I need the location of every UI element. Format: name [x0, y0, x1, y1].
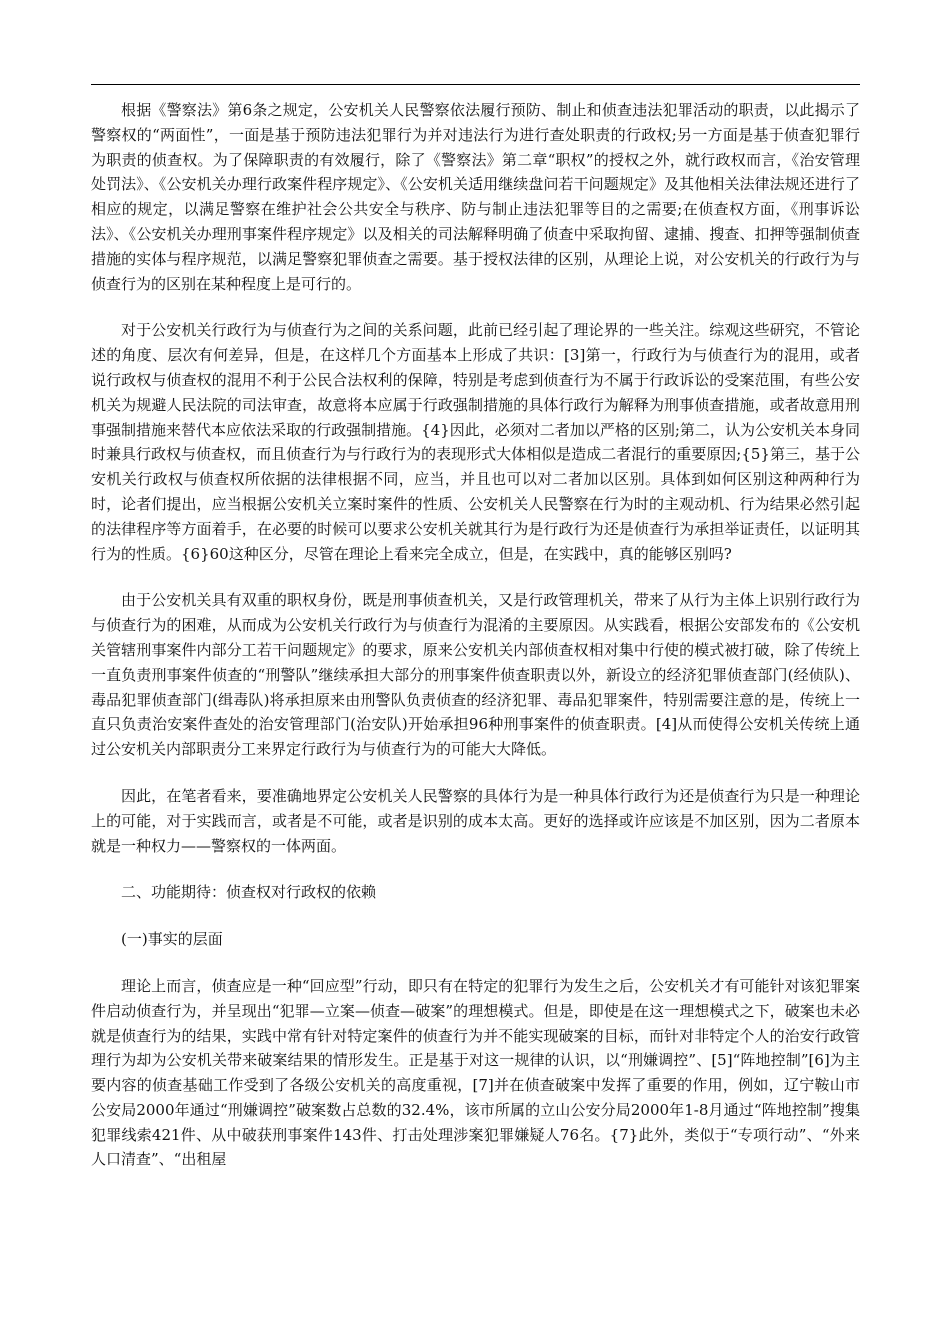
paragraph-3: 由于公安机关具有双重的职权身份，既是刑事侦查机关，又是行政管理机关，带来了从行为主体上识别行政行为与侦查行为的困难，从而成为公安机关行政行为与侦查行为混淆的主要原因。从实践看，根据公安部发布的《公安机关管辖刑事案件内部分工若干问题规定》的要求，原来公安机关内部侦查权相对集中行使的模式被打破，除了传统上一直负责刑事案件侦查的“刑警队”继续承担大部分的刑事案件侦查职责以外，新设立的经济犯罪侦查部门(经侦队)、毒品犯罪侦查部门(缉毒队)将承担原来由刑警队负责侦查的经济犯罪、毒品犯罪案件，特别需要注意的是，传统上一直只负责治安案件查处的治安管理部门(治安队)开始承担96种刑事案件的侦查职责。[4]从而使得公安机关传统上通过公安机关内部职责分工来界定行政行为与侦查行为的可能大大降低。	[91, 591, 860, 759]
header-rule	[91, 84, 860, 85]
document-body	[91, 98, 860, 1172]
paragraph-4: 因此，在笔者看来，要准确地界定公安机关人民警察的具体行为是一种具体行政行为还是侦查行为只是一种理论上的可能，对于实践而言，或者是不可能，或者是识别的成本太高。更好的选择或许应该是不加区别，因为二者原本就是一种权力——警察权的一体两面。	[91, 786, 860, 855]
paragraph-1: 根据《警察法》第6条之规定，公安机关人民警察依法履行预防、制止和侦查违法犯罪活动的职责，以此揭示了警察权的“两面性”，一面是基于预防违法犯罪行为并对违法行为进行查处职责的行政权;另一方面是基于侦查犯罪行为职责的侦查权。为了保障职责的有效履行，除了《警察法》第二章“职权”的授权之外，就行政权而言，《治安管理处罚法》、《公安机关办理行政案件程序规定》、《公安机关适用继续盘问若干问题规定》及其他相关法律法规还进行了相应的规定，以满足警察在维护社会公共安全与秩序、防与制止违法犯罪等目的之需要;在侦查权方面，《刑事诉讼法》、《公安机关办理刑事案件程序规定》以及相关的司法解释明确了侦查中采取拘留、逮捕、搜查、扣押等强制侦查措施的实体与程序规范，以满足警察犯罪侦查之需要。基于授权法律的区别，从理论上说，对公安机关的行政行为与侦查行为的区别在某种程度上是可行的。	[91, 101, 860, 293]
paragraph-5: 理论上而言，侦查应是一种“回应型”行动，即只有在特定的犯罪行为发生之后，公安机关才有可能针对该犯罪案件启动侦查行为，并呈现出“犯罪—立案—侦查—破案”的理想模式。但是，即使是在这一理想模式之下，破案也未必就是侦查行为的结果，实践中常有针对特定案件的侦查行为并不能实现破案的目标，而针对非特定个人的治安行政管理行为却为公安机关带来破案结果的情形发生。正是基于对这一规律的认识，以“刑嫌调控”、[5]“阵地控制”[6]为主要内容的侦查基础工作受到了各级公安机关的高度重视，[7]并在侦查破案中发挥了重要的作用，例如，辽宁鞍山市公安局2000年通过“刑嫌调控”破案数占总数的32.4%，该市所属的立山公安分局2000年1-8月通过“阵地控制”搜集犯罪线索421件、从中破获刑事案件143件、打击处理涉案犯罪嫌疑人76名。{7}此外，类似于“专项行动”、“外来人口清查”、“出租屋	[91, 976, 860, 1169]
subsection-heading: (一)事实的层面	[121, 930, 223, 949]
section-heading: 二、功能期待：侦查权对行政权的依赖	[121, 883, 377, 902]
paragraph-2: 对于公安机关行政行为与侦查行为之间的关系问题，此前已经引起了理论界的一些关注。综观这些研究，不管论述的角度、层次有何差异，但是，在这样几个方面基本上形成了共识：[3]第一，行政行为与侦查行为的混用，或者说行政权与侦查权的混用不利于公民合法权利的保障，特别是考虑到侦查行为不属于行政诉讼的受案范围，有些公安机关为规避人民法院的司法审查，故意将本应属于行政强制措施的具体行政行为解释为刑事侦查措施，或者故意用刑事强制措施来替代本应依法采取的行政强制措施。{4}因此，必须对二者加以严格的区别;第二，认为公安机关本身同时兼具行政权与侦查权，而且侦查行为与行政行为的表现形式大体相似是造成二者混行的重要原因;{5}第三，基于公安机关行政权与侦查权所依据的法律根据不同，应当，并且也可以对二者加以区别。具体到如何区别这种两种行为时，论者们提出，应当根据公安机关立案时案件的性质、公安机关人民警察在行为时的主观动机、行为结果必然引起的法律程序等方面着手，在必要的时候可以要求公安机关就其行为是行政行为还是侦查行为承担举证责任，以证明其行为的性质。{6}60这种区分，尽管在理论上看来完全成立，但是，在实践中，真的能够区别吗?	[91, 321, 860, 563]
